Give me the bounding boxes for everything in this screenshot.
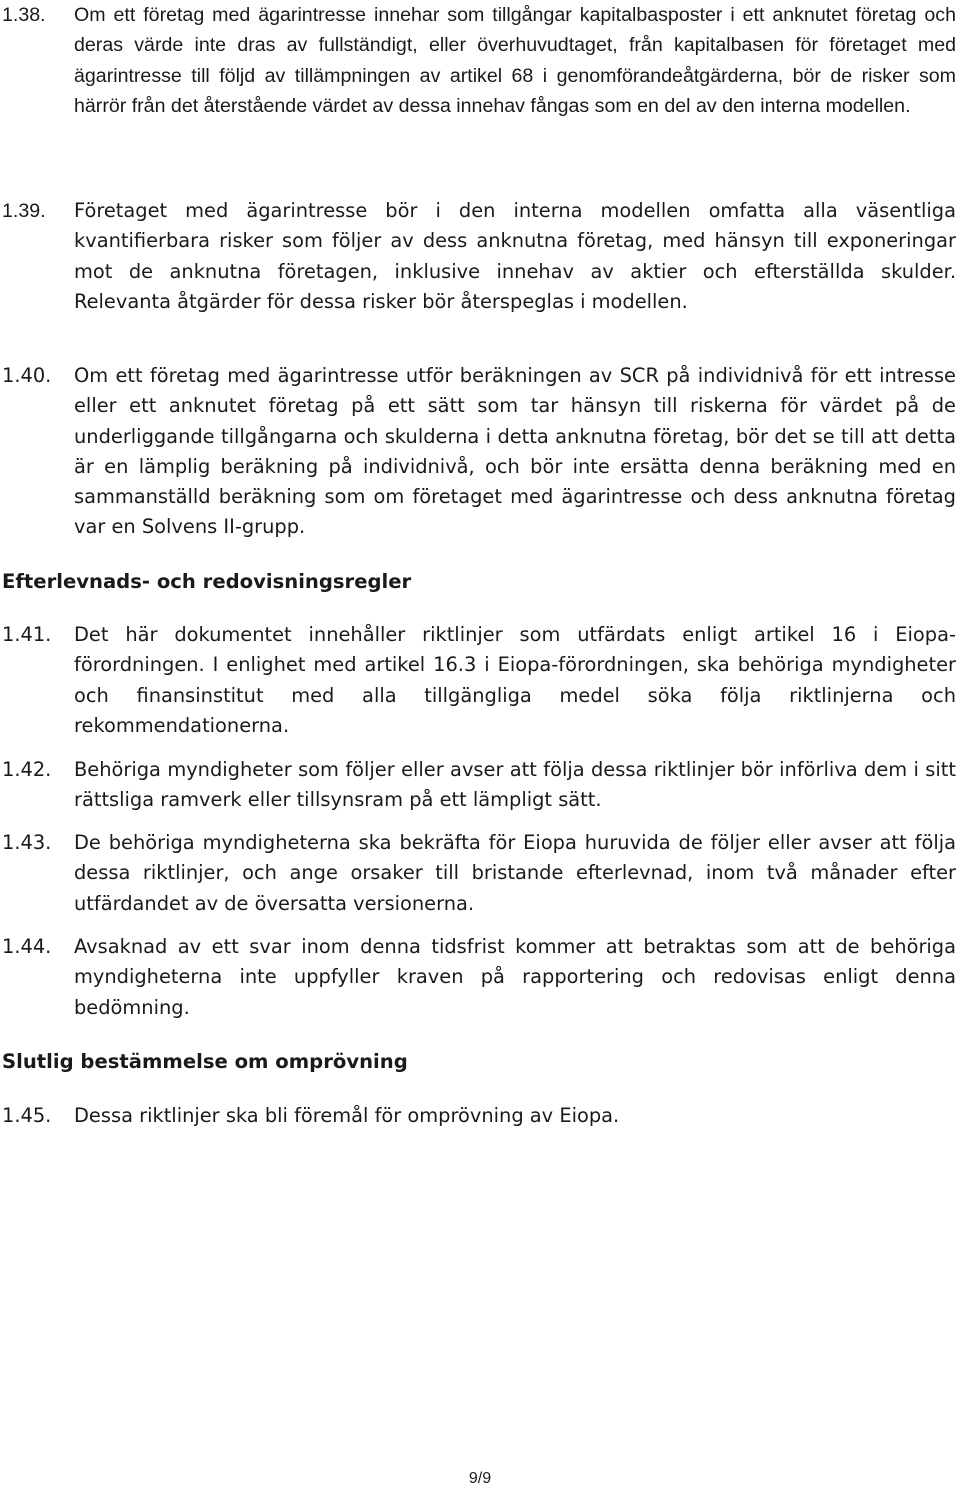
paragraph-text: Det här dokumentet innehåller riktlinjer som utfärdats enligt artikel 16 i Eiopa-förordningen. I enlighet med artikel 16.3 i Eiopa-förordningen, ska behöriga myndigheter och finansinstitut med alla tillgängliga medel söka följa riktlinjerna och rekommendationerna. [74, 623, 956, 737]
paragraph-text: Om ett företag med ägarintresse utför beräkningen av SCR på individnivå för ett intresse eller ett anknutet företag på ett sätt som tar hänsyn till riskerna för värdet på de underliggande tillgångarna och skulderna i detta anknutna företag, bör det se till att detta är en lämplig beräkning på individnivå, och bör inte ersätta denna beräkning med en sammanställd beräkning som om företaget med ägarintresse och dess anknutna företag var en Solvens II-grupp. [74, 364, 956, 539]
paragraph-text: Företaget med ägarintresse bör i den interna modellen omfatta alla väsentliga kvantifierbara risker som följer av dess anknutna företag, med hänsyn till exponeringar mot de anknutna företagen, inklusive innehav av aktier och efterställda skulder. Relevanta åtgärder för dessa risker bör återspeglas i modellen. [74, 199, 956, 313]
paragraph-number: 1.40. [2, 364, 52, 387]
paragraph-1-39 [0, 196, 960, 317]
page-number: 9/9 [468, 1470, 492, 1487]
paragraph-1-44 [0, 932, 960, 1023]
paragraph-1-45 [0, 1101, 960, 1131]
section-heading-review: Slutlig bestämmelse om omprövning [2, 1050, 408, 1073]
paragraph-number: 1.45. [2, 1104, 52, 1127]
paragraph-number: 1.38. [2, 4, 46, 26]
paragraph-number: 1.44. [2, 935, 52, 958]
paragraph-1-38 [0, 0, 960, 121]
paragraph-text: Behöriga myndigheter som följer eller avser att följa dessa riktlinjer bör införliva dem i sitt rättsliga ramverk eller tillsynsram på ett lämpligt sätt. [74, 758, 956, 812]
paragraph-1-40 [0, 361, 960, 543]
section-heading-compliance: Efterlevnads- och redovisningsregler [2, 570, 412, 593]
paragraph-number: 1.43. [2, 831, 52, 854]
paragraph-text: Om ett företag med ägarintresse innehar som tillgångar kapitalbasposter i ett anknutet företag och deras värde inte dras av fullständigt, eller överhuvudtaget, från kapitalbasen för företaget med ägarintresse till följd av tillämpningen av artikel 68 i genomförandeåtgärderna, bör de risker som härrör från det återstående värdet av dessa innehav fångas som en del av den interna modellen. [74, 4, 956, 117]
paragraph-text: Dessa riktlinjer ska bli föremål för omprövning av Eiopa. [74, 1104, 620, 1127]
paragraph-1-41 [0, 620, 960, 741]
paragraph-number: 1.41. [2, 623, 52, 646]
paragraph-number: 1.42. [2, 758, 52, 781]
paragraph-text: De behöriga myndigheterna ska bekräfta för Eiopa huruvida de följer eller avser att följa dessa riktlinjer, och ange orsaker till bristande efterlevnad, inom två månader efter utfärdandet av de översatta versionerna. [74, 831, 956, 915]
paragraph-1-43 [0, 828, 960, 919]
paragraph-number: 1.39. [2, 200, 46, 222]
paragraph-1-42 [0, 755, 960, 816]
paragraph-text: Avsaknad av ett svar inom denna tidsfrist kommer att betraktas som att de behöriga myndigheterna inte uppfyller kraven på rapportering och redovisas enligt denna bedömning. [74, 935, 956, 1019]
